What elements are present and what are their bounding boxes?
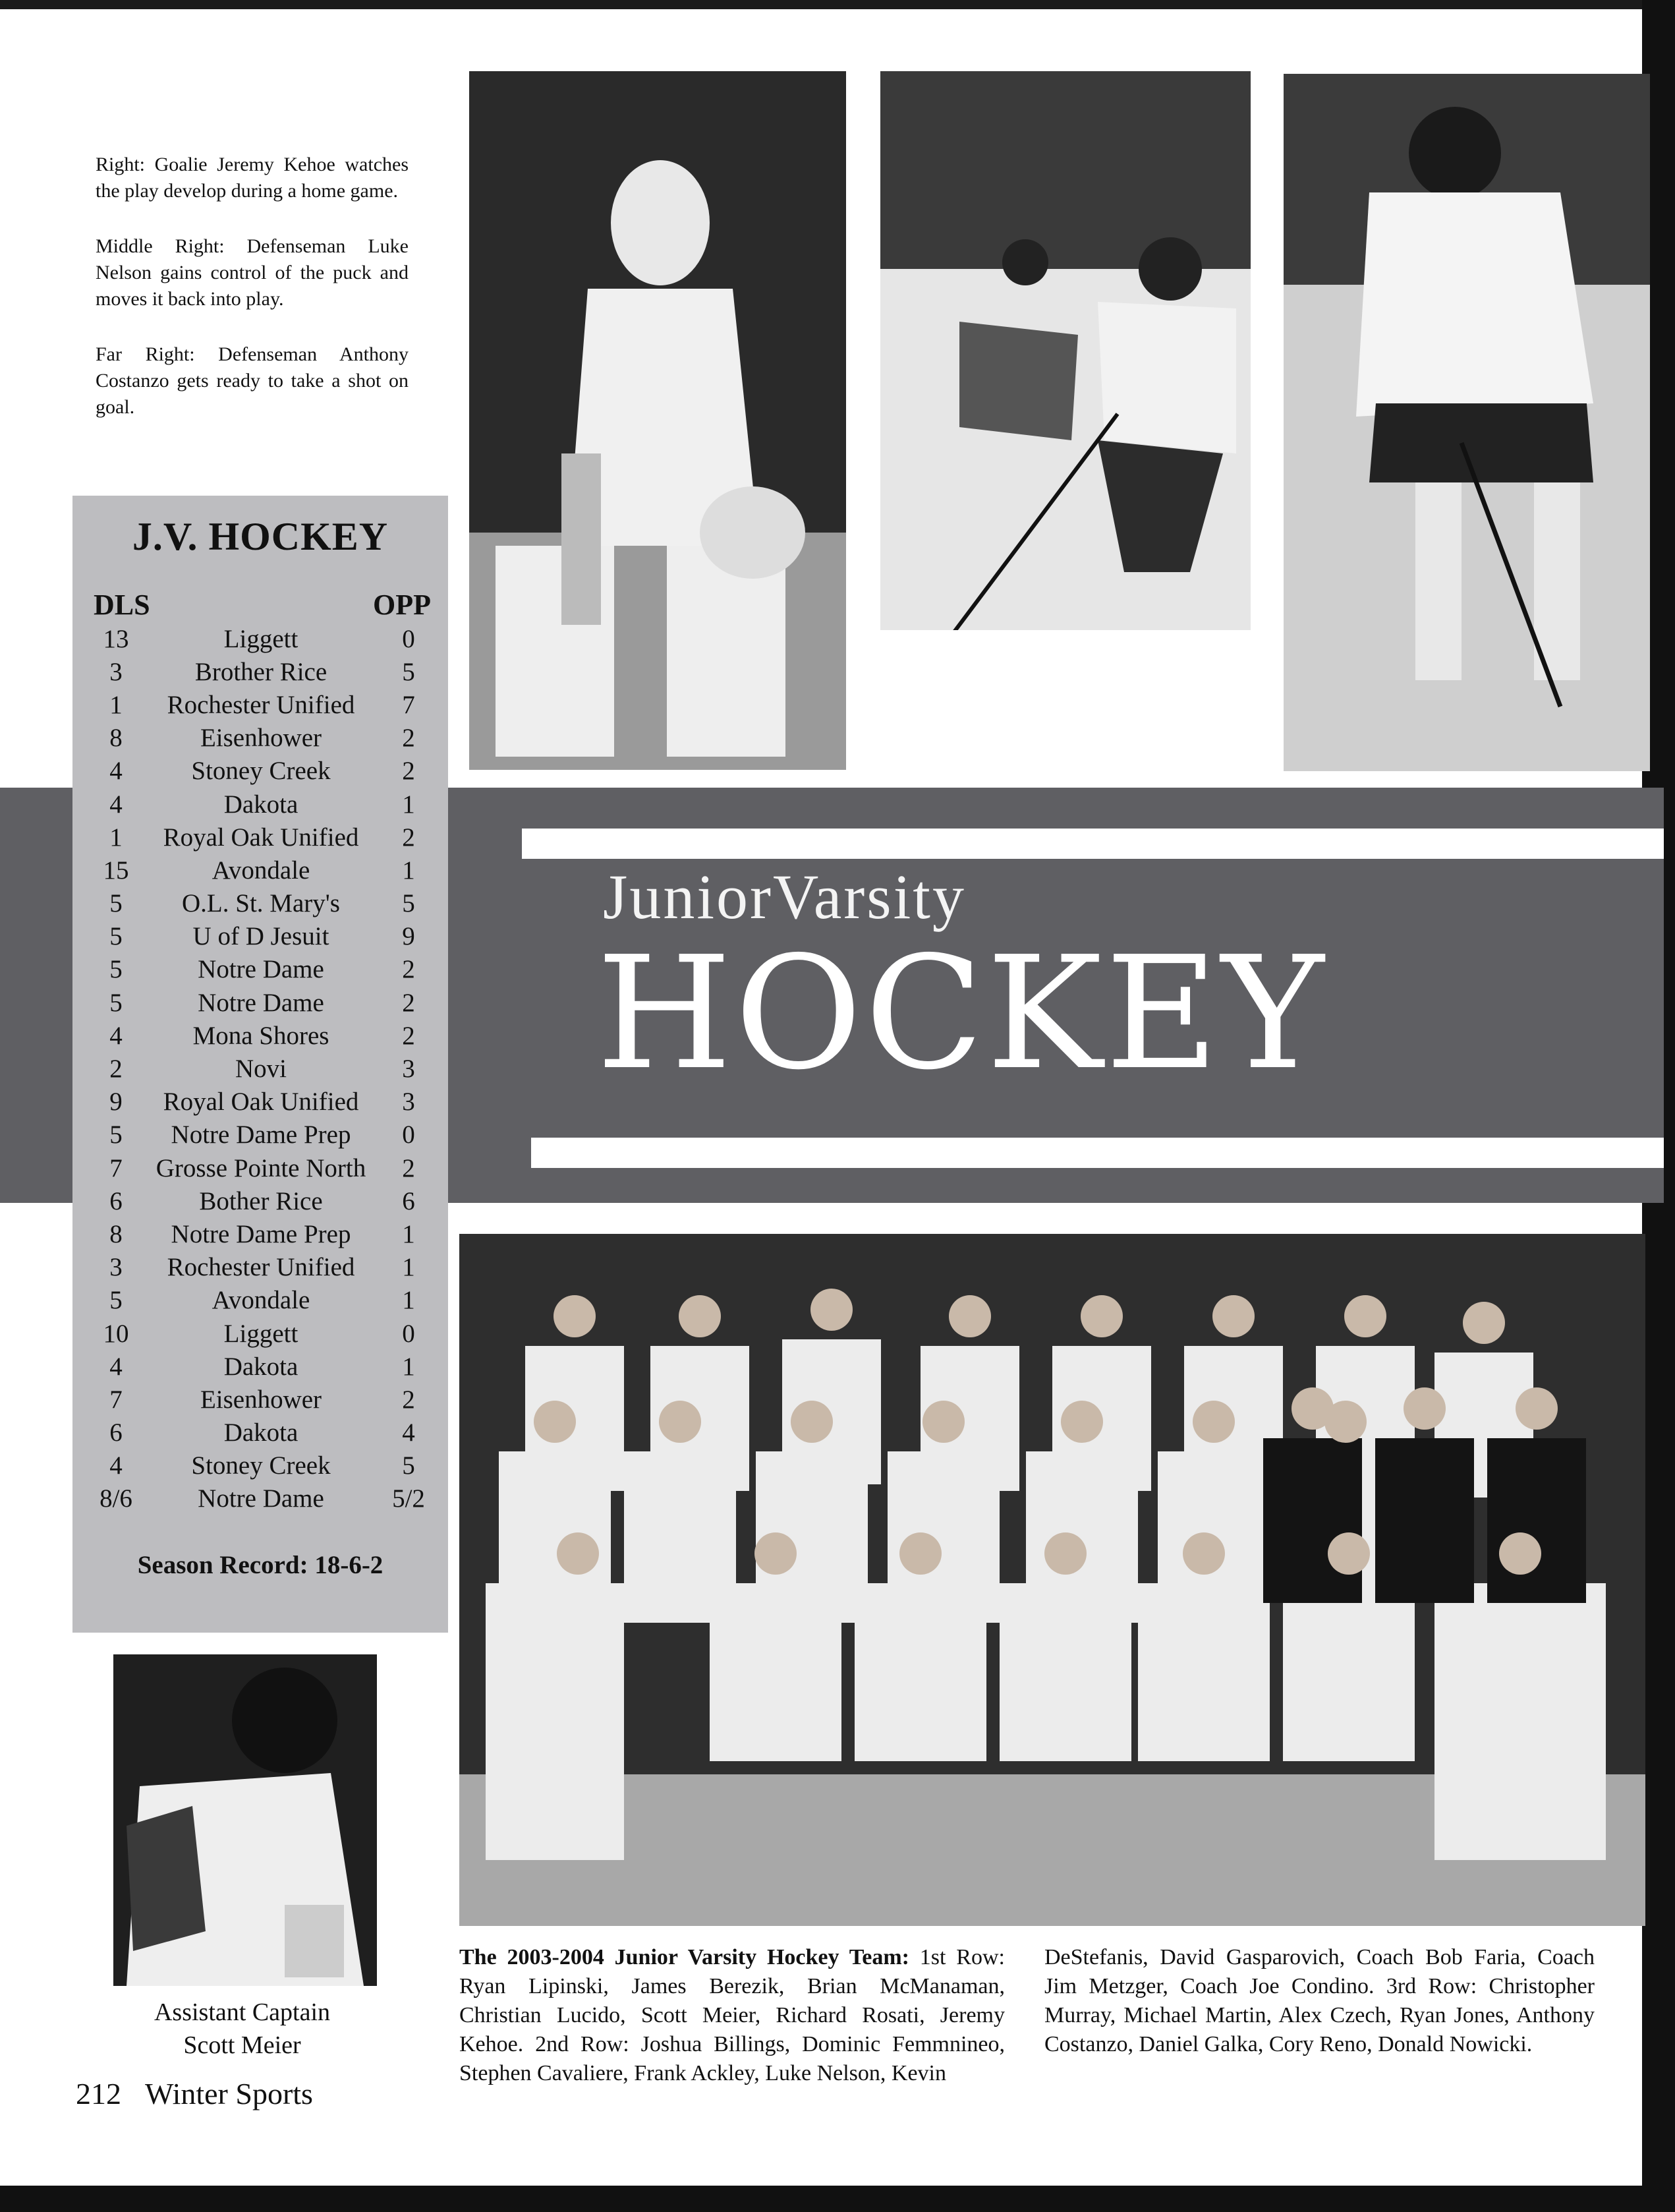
opponent-name: Dakota: [223, 1352, 298, 1381]
opponent-name: Notre Dame: [198, 1484, 324, 1513]
team-photo: [459, 1234, 1645, 1926]
dls-score: 9: [109, 1088, 123, 1117]
schedule-row: [92, 1019, 435, 1052]
schedule-row: [92, 722, 435, 755]
defenseman-nelson-photo: [880, 71, 1251, 630]
schedule-row: [92, 1151, 435, 1184]
opp-score: 5: [402, 1451, 415, 1480]
dls-score: 13: [103, 624, 129, 653]
meier-caption-name: Scott Meier: [183, 2031, 301, 2059]
opponent-name: Notre Dame Prep: [171, 1121, 351, 1150]
schedule-col-dls: DLS: [94, 589, 150, 621]
dls-score: 7: [109, 1153, 123, 1182]
schedule-title: J.V. HOCKEY: [132, 515, 389, 558]
dls-score: 5: [109, 988, 123, 1017]
schedule-row: [92, 1317, 435, 1350]
dls-score: 7: [109, 1385, 123, 1414]
dls-score: 8: [109, 724, 123, 753]
hockey-heading: HOCKEY: [596, 923, 1327, 1104]
schedule-row: [92, 1052, 435, 1085]
opponent-name: Brother Rice: [194, 657, 327, 686]
schedule-row: [92, 1350, 435, 1383]
season-record: Season Record: 18-6-2: [137, 1551, 383, 1579]
photo-captions: [96, 152, 409, 450]
opp-score: 1: [402, 1253, 415, 1282]
opp-score: 2: [402, 955, 415, 984]
team-caption-lead: The 2003-2004 Junior Varsity Hockey Team:: [459, 1945, 909, 1969]
dls-score: 4: [109, 1021, 123, 1050]
dls-score: 5: [109, 922, 123, 951]
opponent-name: Novi: [235, 1055, 287, 1084]
schedule-row: [92, 1184, 435, 1217]
goalie-photo: [469, 71, 846, 770]
schedule-col-opp: OPP: [373, 589, 431, 621]
opp-score: 2: [402, 988, 415, 1017]
opp-score: 5: [402, 889, 415, 918]
caption-goalie: Right: Goalie Jeremy Kehoe watches the play develop during a home game.: [96, 154, 409, 202]
opponent-name: Mona Shores: [192, 1021, 329, 1050]
schedule-row: [92, 1119, 435, 1151]
opponent-name: Avondale: [212, 856, 310, 885]
schedule-row: [92, 655, 435, 688]
schedule-row: [92, 1482, 435, 1515]
schedule-row: [92, 1416, 435, 1449]
opponent-name: Dakota: [223, 790, 298, 819]
dls-score: 1: [109, 823, 123, 852]
dls-score: 4: [109, 757, 123, 786]
opp-score: 4: [402, 1418, 415, 1447]
opponent-name: Stoney Creek: [191, 1451, 331, 1480]
scott-meier-photo: [113, 1654, 377, 1986]
schedule-row: [92, 821, 435, 854]
opponent-name: Liggett: [223, 624, 298, 653]
dls-score: 8/6: [99, 1484, 132, 1513]
opp-score: 2: [402, 1153, 415, 1182]
opp-score: 1: [402, 856, 415, 885]
opp-score: 0: [402, 624, 415, 653]
opponent-name: Notre Dame Prep: [171, 1219, 351, 1248]
dls-score: 10: [103, 1319, 129, 1348]
opponent-name: Eisenhower: [200, 1385, 322, 1414]
opp-score: 5/2: [392, 1484, 425, 1513]
page-number: 212: [76, 2077, 121, 2110]
schedule-row: [92, 1251, 435, 1284]
dls-score: 3: [109, 657, 123, 686]
team-caption-col2: DeStefanis, David Gasparovich, Coach Bob Faria, Coach Jim Metzger, Coach Joe Condino. 3rd Row: Christopher Murray, Michael Martin, Alex Czech, Ryan Jones, Anthony Costanzo, Daniel Galka, Cory Reno, Donald Nowicki.: [1044, 1945, 1595, 2056]
page-folio: [76, 2076, 313, 2111]
opponent-name: U of D Jesuit: [192, 922, 329, 951]
opp-score: 2: [402, 1021, 415, 1050]
schedule-row: [92, 986, 435, 1019]
opponent-name: O.L. St. Mary's: [182, 889, 340, 918]
section-name: Winter Sports: [145, 2077, 313, 2110]
band-bottom-bar: [531, 1138, 1664, 1168]
opp-score: 7: [402, 690, 415, 719]
dls-score: 4: [109, 790, 123, 819]
schedule-row: [92, 788, 435, 821]
opp-score: 1: [402, 1286, 415, 1315]
opponent-name: Avondale: [212, 1286, 310, 1315]
schedule-rows: [92, 622, 435, 1515]
caption-defenseman-costanzo: Far Right: Defenseman Anthony Costanzo gets ready to take a shot on goal.: [96, 343, 409, 418]
dls-score: 1: [109, 690, 123, 719]
opponent-name: Rochester Unified: [167, 1253, 355, 1282]
opponent-name: Bother Rice: [199, 1186, 323, 1215]
dls-score: 4: [109, 1352, 123, 1381]
opponent-name: Eisenhower: [200, 724, 322, 753]
schedule-row: [92, 1284, 435, 1317]
schedule-row: [92, 1217, 435, 1250]
opp-score: 2: [402, 823, 415, 852]
dls-score: 3: [109, 1253, 123, 1282]
opponent-name: Dakota: [223, 1418, 298, 1447]
opponent-name: Liggett: [223, 1319, 298, 1348]
schedule-row: [92, 688, 435, 721]
dls-score: 15: [103, 856, 129, 885]
dls-score: 5: [109, 1121, 123, 1150]
opp-score: 9: [402, 922, 415, 951]
dls-score: 4: [109, 1451, 123, 1480]
dls-score: 2: [109, 1055, 123, 1084]
dls-score: 6: [109, 1418, 123, 1447]
schedule-row: [92, 854, 435, 887]
opp-score: 2: [402, 724, 415, 753]
dls-score: 5: [109, 1286, 123, 1315]
band-top-bar: [522, 829, 1664, 859]
schedule-box: [72, 496, 448, 1633]
opp-score: 3: [402, 1088, 415, 1117]
schedule-row: [92, 920, 435, 953]
opp-score: 1: [402, 1219, 415, 1248]
opp-score: 5: [402, 657, 415, 686]
opp-score: 3: [402, 1055, 415, 1084]
opponent-name: Notre Dame: [198, 988, 324, 1017]
schedule-row: [92, 1086, 435, 1119]
defenseman-costanzo-photo: [1284, 74, 1650, 771]
schedule-row: [92, 755, 435, 788]
schedule-row: [92, 887, 435, 920]
opponent-name: Royal Oak Unified: [163, 1088, 359, 1117]
schedule-row: [92, 622, 435, 655]
dls-score: 5: [109, 889, 123, 918]
opponent-name: Royal Oak Unified: [163, 823, 359, 852]
dls-score: 8: [109, 1219, 123, 1248]
dls-score: 6: [109, 1186, 123, 1215]
meier-caption: [119, 1996, 366, 2062]
opponent-name: Stoney Creek: [191, 757, 331, 786]
opp-score: 1: [402, 790, 415, 819]
opp-score: 2: [402, 757, 415, 786]
opp-score: 0: [402, 1121, 415, 1150]
junior-varsity-heading: JuniorVarsity: [603, 861, 966, 932]
opp-score: 1: [402, 1352, 415, 1381]
bottom-page-edge: [0, 2186, 1675, 2212]
dls-score: 5: [109, 955, 123, 984]
schedule-row: [92, 953, 435, 986]
opponent-name: Notre Dame: [198, 955, 324, 984]
opp-score: 2: [402, 1385, 415, 1414]
schedule-row: [92, 1383, 435, 1416]
opponent-name: Grosse Pointe North: [156, 1153, 366, 1182]
team-caption-col1: [459, 1943, 1005, 2088]
opponent-name: Rochester Unified: [167, 690, 355, 719]
meier-caption-title: Assistant Captain: [154, 1998, 331, 2026]
top-border: [0, 0, 1675, 9]
opp-score: 0: [402, 1319, 415, 1348]
caption-defenseman-nelson: Middle Right: Defenseman Luke Nelson gains control of the puck and moves it back into play.: [96, 235, 409, 310]
team-caption-names-1: 1st Row: Ryan Lipinski, James Berezik, Brian McManaman, Christian Lucido, Scott Meier, Richard Rosati, Jeremy Kehoe. 2nd Row: Joshua Billings, Dominic Femmnineo, Stephen Cavaliere, Frank Ackley, Luke Nelson, Kevin: [459, 1945, 1005, 2085]
opp-score: 6: [402, 1186, 415, 1215]
schedule-row: [92, 1449, 435, 1482]
